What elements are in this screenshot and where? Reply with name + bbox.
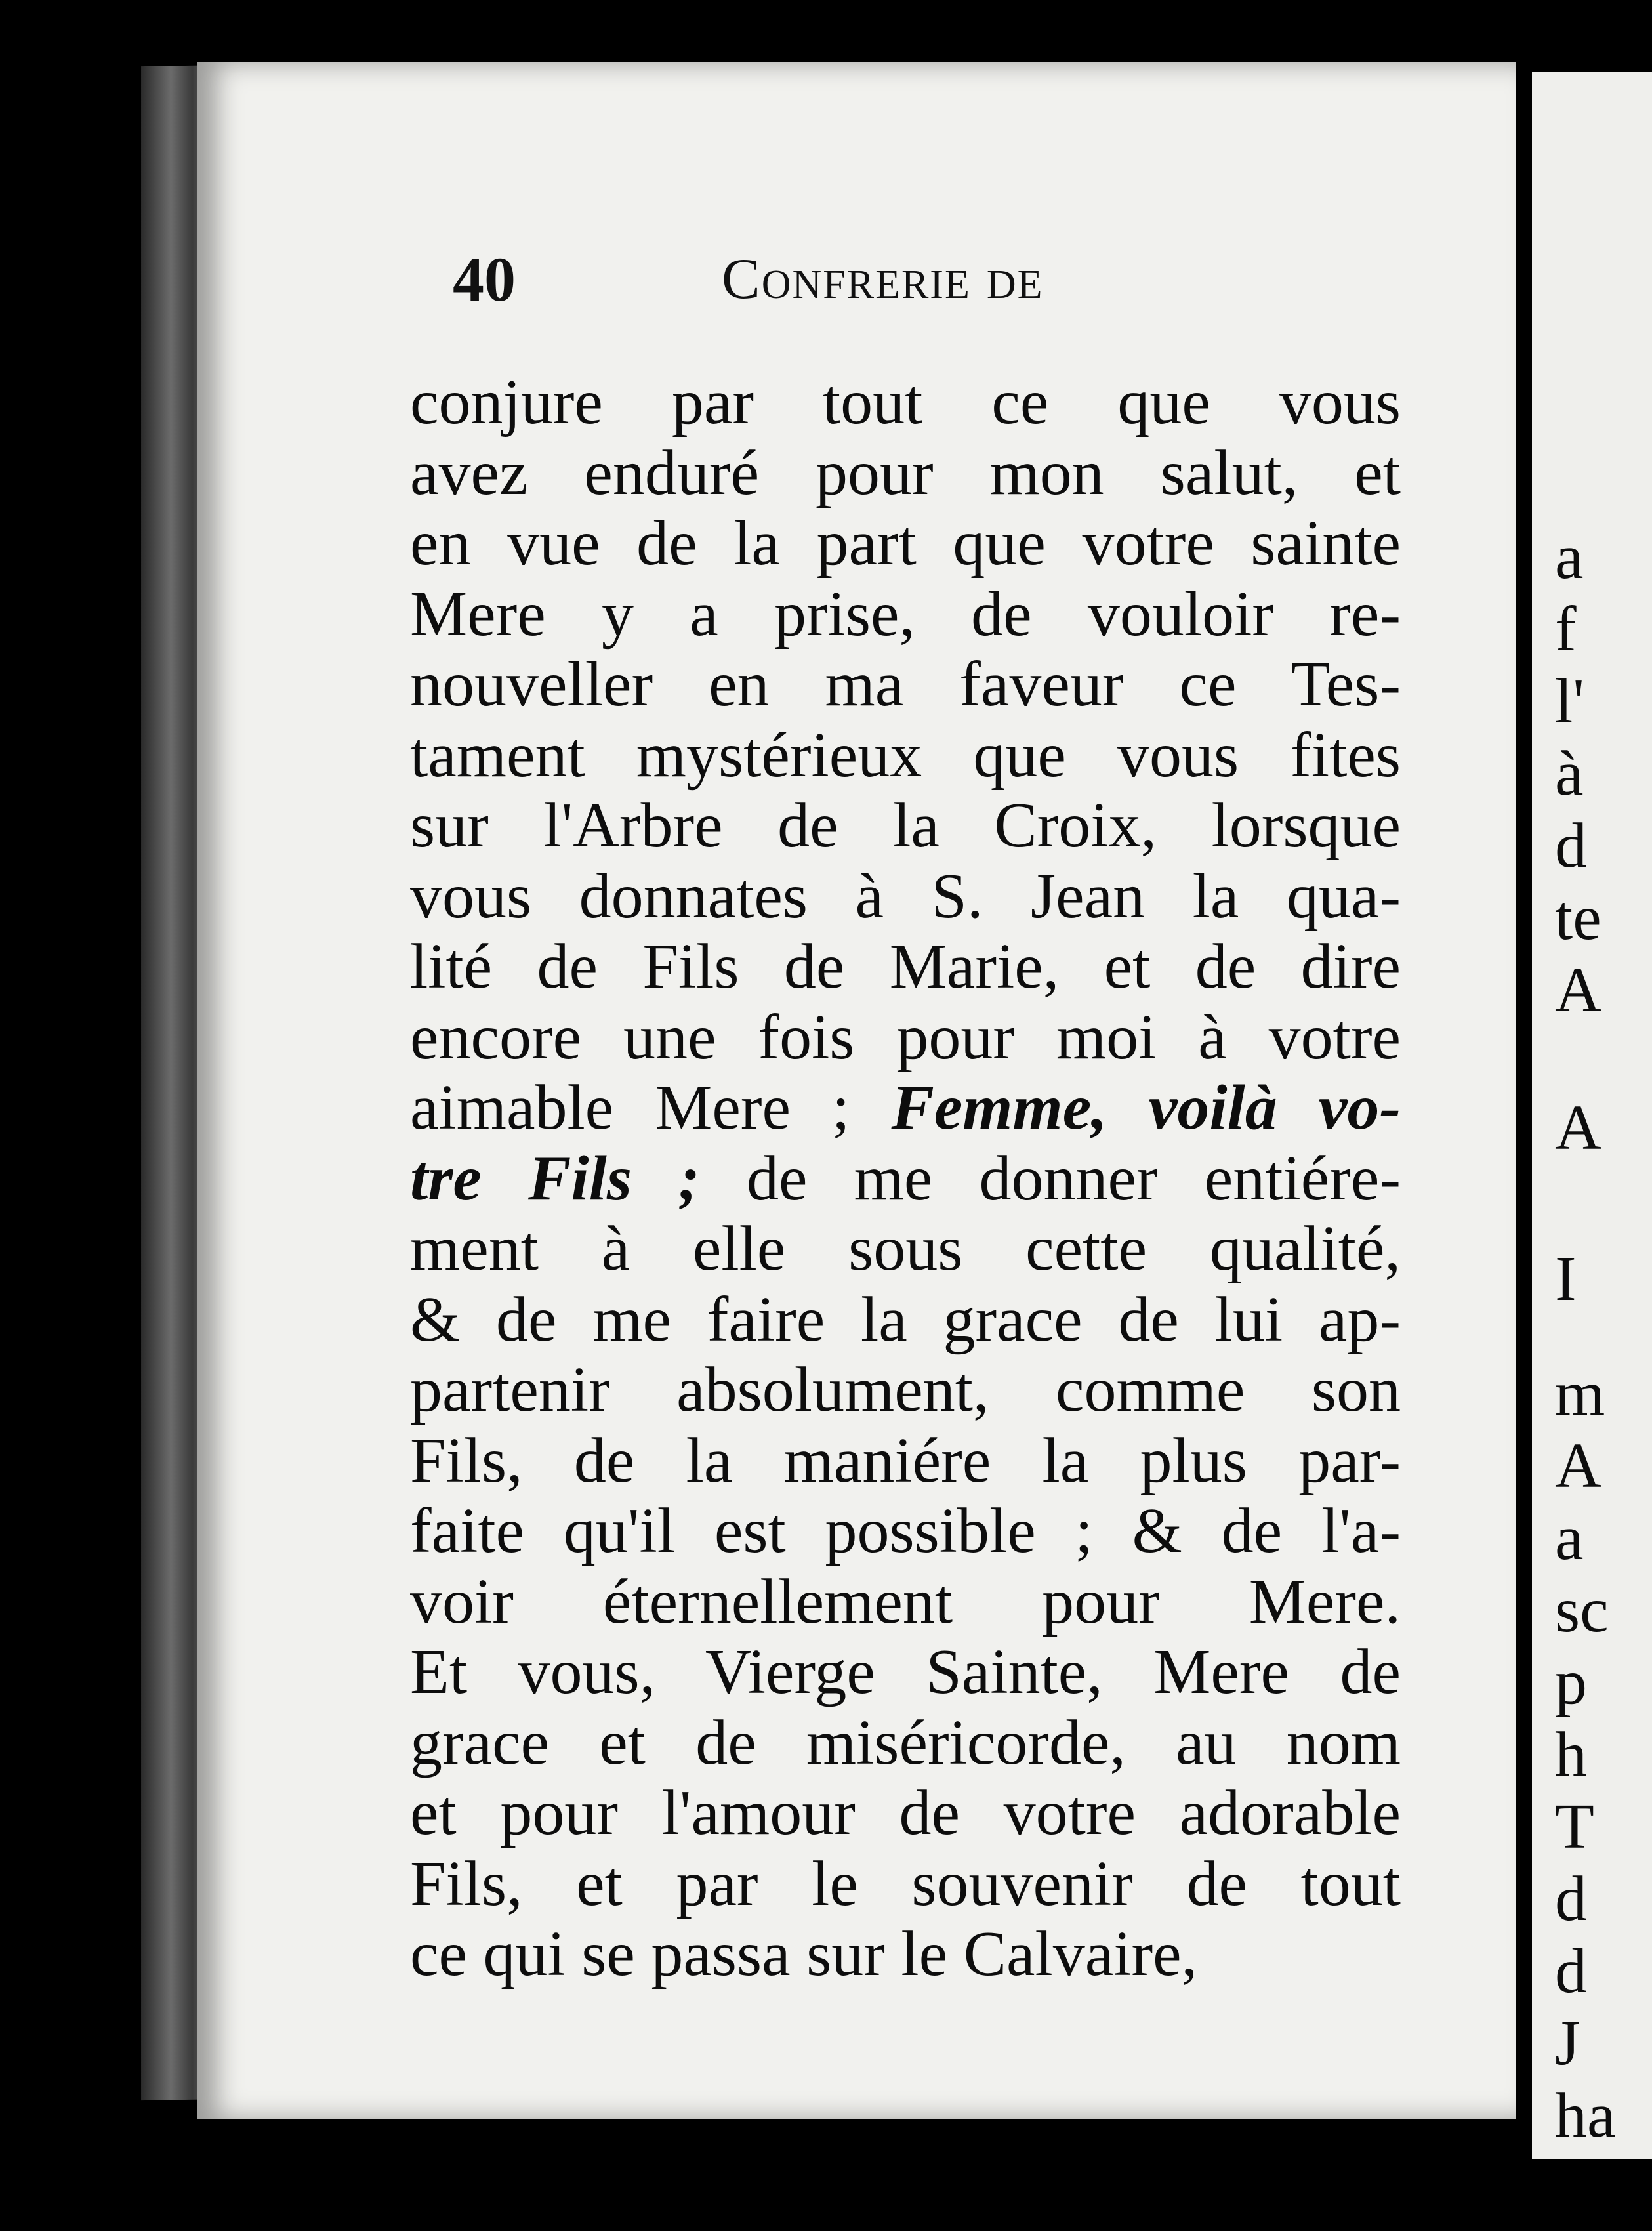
right-page-fragment: sc [1555, 1575, 1609, 1646]
text-line: voir éternellement pour Mere. [410, 1566, 1401, 1637]
text-line: faite qu'il est possible ; & de l'a- [410, 1495, 1401, 1566]
text-line: en vue de la part que votre sainte [410, 508, 1401, 579]
text-line: Fils, de la maniére la plus par- [410, 1425, 1401, 1496]
text-line: ce qui se passa sur le Calvaire, [410, 1919, 1198, 1990]
text-line-mixed [410, 1073, 1401, 1144]
right-page-fragment: te [1555, 883, 1601, 953]
text-line: lité de Fils de Marie, et de dire [410, 931, 1401, 1002]
text-line: sur l'Arbre de la Croix, lorsque [410, 790, 1401, 861]
text-line-mixed [410, 1144, 1401, 1215]
right-page-fragment: d [1555, 810, 1587, 881]
text-line: grace et de miséricorde, au nom [410, 1707, 1401, 1778]
right-page-edge [1532, 72, 1652, 2159]
italic-quote: Femme, voilà vo- [891, 1072, 1401, 1143]
right-page-fragment: f [1555, 594, 1577, 665]
right-page-fragment: I [1555, 1243, 1577, 1314]
right-page-fragment: h [1555, 1719, 1587, 1790]
right-page-fragment: d [1555, 1864, 1587, 1934]
right-page-fragment: d [1555, 1936, 1587, 2007]
right-page-fragment: a [1555, 1503, 1584, 1574]
right-page-fragment: A [1555, 955, 1601, 1026]
text-line: Fils, et par le souvenir de tout [410, 1848, 1401, 1919]
right-page-fragment: m [1555, 1358, 1605, 1429]
text-segment: de me donner entiére- [746, 1142, 1401, 1214]
text-line: et pour l'amour de votre adorable [410, 1778, 1401, 1848]
text-line: avez enduré pour mon salut, et [410, 437, 1401, 509]
right-page-fragment: T [1555, 1791, 1594, 1862]
italic-quote: tre Fils ; [410, 1142, 700, 1214]
right-page-fragment: a [1555, 522, 1584, 593]
right-page-fragment: J [1555, 2008, 1580, 2079]
body-text [410, 367, 1401, 1990]
text-line: tament mystérieux que vous fites [410, 719, 1401, 791]
text-line: conjure par tout ce que vous [410, 367, 1401, 438]
text-line: Et vous, Vierge Sainte, Mere de [410, 1637, 1401, 1707]
text-line: nouveller en ma faveur ce Tes- [410, 649, 1401, 720]
page-number: 40 [453, 244, 516, 314]
right-page-fragment: p [1555, 1647, 1587, 1718]
text-line: partenir absolument, comme son [410, 1354, 1401, 1425]
text-line: Mere y a prise, de vouloir re- [410, 578, 1401, 650]
right-page-fragment: ha [1555, 2080, 1616, 2151]
text-line: & de me faire la grace de lui ap- [410, 1283, 1401, 1355]
text-line: vous donnates à S. Jean la qua- [410, 860, 1401, 932]
page-header [262, 243, 1181, 335]
right-page-fragment: à [1555, 738, 1584, 809]
text-line: encore une fois pour moi à votre [410, 1001, 1401, 1073]
text-segment: aimable Mere ; [410, 1072, 850, 1143]
running-title: Confrerie de [722, 247, 1044, 311]
right-page-fragment: l' [1555, 666, 1584, 737]
right-page-fragment: A [1555, 1430, 1601, 1501]
text-line: ment à elle sous cette qualité, [410, 1213, 1401, 1284]
right-page-fragment: A [1555, 1093, 1601, 1163]
